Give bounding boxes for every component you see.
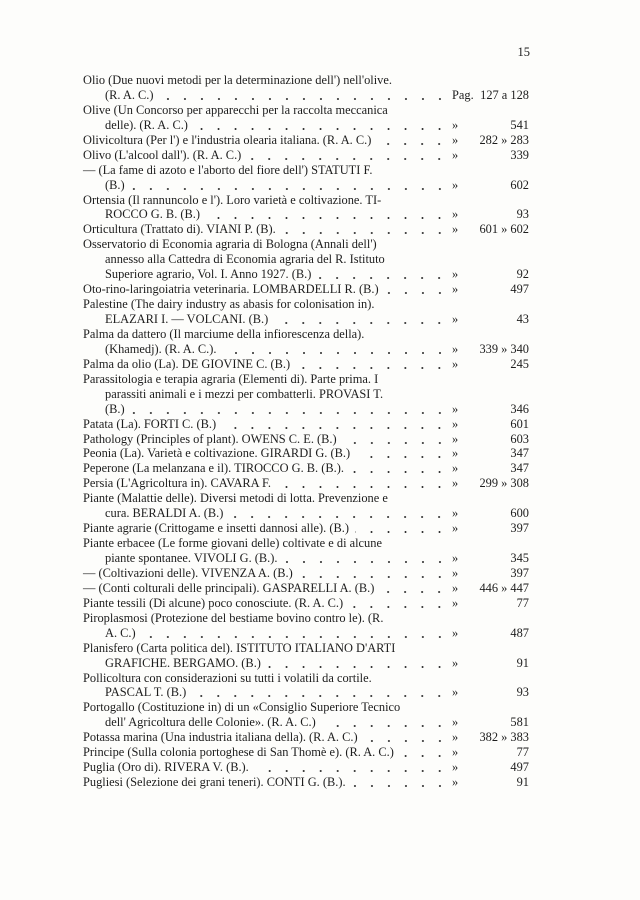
page-reference: 91: [516, 775, 529, 790]
entry-text: ROCCO G. B. (B.): [105, 207, 201, 222]
page-marker: »: [452, 341, 459, 356]
entry-text: ELAZARI I. — VOLCANI. (B.): [105, 312, 269, 326]
leader-dots: [222, 417, 448, 432]
entry-text: Piante agrarie (Crittogame e insetti dannosi alle). (B.): [83, 521, 349, 536]
entry-text: Oto-rino-laringoiatria veterinaria. LOMBARDELLI R. (B.): [83, 282, 379, 297]
entry-line: [83, 193, 529, 208]
entry-text: Olivo (L'alcool dall'). (R. A. C.): [83, 147, 242, 162]
entry-line: [83, 88, 529, 103]
entry-text: delle). (R. A. C.): [105, 117, 188, 132]
index-entry: [83, 521, 529, 536]
page-reference: 497: [510, 282, 529, 297]
index-entry: [83, 282, 529, 297]
page-reference: 91: [516, 655, 529, 670]
entry-line: [83, 641, 529, 656]
entry-line: [83, 760, 529, 775]
page-reference: 77: [516, 745, 529, 760]
leader-dots: [380, 581, 448, 596]
entry-line: [83, 446, 529, 461]
entry-text: dell' Agricoltura delle Colonie». (R. A. C.): [105, 715, 316, 730]
entry-line: [83, 506, 529, 521]
page-marker: »: [452, 521, 459, 536]
page-reference: 397: [510, 565, 529, 580]
entry-line: [83, 387, 529, 402]
entry-line: [83, 715, 529, 730]
entry-text: Parassitologia e terapia agraria (Elementi di). Parte prima. I: [83, 371, 379, 386]
entry-line: [83, 581, 529, 596]
index-entry: [83, 148, 529, 163]
page-marker: »: [452, 446, 459, 461]
entry-text: Superiore agrario, Vol. I. Anno 1927. (B.): [105, 267, 312, 282]
leader-dots: [377, 133, 448, 148]
entry-line: [83, 148, 529, 163]
entry-line: [83, 775, 529, 790]
page-marker: »: [452, 715, 459, 730]
entry-line: [83, 417, 529, 432]
leader-dots: [317, 267, 448, 282]
leader-dots: [229, 506, 448, 521]
entry-text: Puglia (Oro di). RIVERA V. (B.).: [83, 760, 249, 775]
page-reference: 77: [516, 595, 529, 610]
leader-dots: [350, 461, 448, 476]
entry-line: [83, 596, 529, 611]
page-marker: »: [452, 401, 459, 416]
entry-text: Pugliesi (Selezione dei grani teneri). CONTI G. (B.).: [83, 775, 346, 790]
entry-line: [83, 178, 529, 193]
page-marker: »: [452, 177, 459, 192]
entry-text: Olio (Due nuovi metodi per la determinazione dell') nell'olive.: [83, 73, 392, 87]
page-reference: 282 » 283: [479, 132, 529, 147]
entry-text: — (Coltivazioni delle). VIVENZA A. (B.): [83, 565, 293, 580]
page-marker: »: [452, 565, 459, 580]
entry-line: [83, 222, 529, 237]
index-entry: [83, 536, 529, 566]
leader-dots: [299, 566, 448, 581]
entry-text: Osservatorio di Economia agraria di Bologna (Annali dell'): [83, 237, 377, 252]
entry-line: [83, 730, 529, 745]
leader-dots: [194, 118, 448, 133]
index-entry: [83, 611, 529, 641]
page-marker: »: [452, 730, 459, 745]
entry-line: [83, 551, 529, 566]
leader-dots: [282, 222, 448, 237]
entry-line: [83, 671, 529, 686]
page-reference: 446 » 447: [479, 580, 529, 595]
index-entry: [83, 446, 529, 461]
leader-dots: [322, 715, 448, 730]
leader-dots: [343, 432, 448, 447]
page-reference: 603: [510, 431, 529, 446]
leader-dots: [364, 730, 448, 745]
page-reference: 600: [510, 506, 529, 521]
index-entry: [83, 297, 529, 327]
page-marker: »: [452, 775, 459, 790]
entry-line: [83, 342, 529, 357]
entry-line: [83, 626, 529, 641]
entry-line: [83, 521, 529, 536]
page-marker: »: [452, 416, 459, 431]
page-marker: »: [452, 117, 459, 132]
entry-text: Piante (Malattie delle). Diversi metodi di lotta. Prevenzione e: [83, 491, 388, 506]
leader-dots: [142, 626, 448, 641]
entry-line: [83, 700, 529, 715]
leader-dots: [385, 282, 448, 297]
page-marker: »: [452, 595, 459, 610]
entry-text: Palma da dattero (Il marciume della infiorescenza della).: [83, 326, 365, 341]
entry-line: [83, 372, 529, 387]
index-entry: [83, 775, 529, 790]
page-reference: 497: [510, 760, 529, 775]
entry-text: Patata (La). FORTI C. (B.): [83, 416, 217, 431]
page-number: 15: [517, 45, 530, 59]
entry-line: [83, 327, 529, 342]
page-marker: Pag.: [452, 87, 474, 102]
leader-dots: [192, 685, 448, 700]
entry-text: piante spontanee. VIVOLI G. (B.).: [105, 551, 278, 565]
entry-line: [83, 297, 529, 312]
page-marker: »: [452, 655, 459, 670]
entry-text: Portogallo (Costituzione in) di un «Consiglio Superiore Tecnico: [83, 700, 401, 715]
index-entry: [83, 730, 529, 745]
page-reference: 382 » 383: [479, 730, 529, 745]
entry-text: Palma da olio (La). DE GIOVINE C. (B.): [83, 356, 291, 371]
index-entry: [83, 237, 529, 282]
leader-dots: [255, 760, 448, 775]
page-marker: »: [452, 580, 459, 595]
index-entry: [83, 671, 529, 701]
entry-text: PASCAL T. (B.): [105, 685, 187, 700]
leader-dots: [247, 148, 448, 163]
index-entry: [83, 222, 529, 237]
page-marker: »: [452, 625, 459, 640]
page-marker: »: [452, 132, 459, 147]
index-entry: [83, 461, 529, 476]
page-reference: 339: [510, 147, 529, 162]
index-entry: [83, 73, 529, 103]
entry-text: Peperone (La melanzana e il). TIROCCO G. B. (B.).: [83, 461, 344, 476]
page-reference: 92: [516, 267, 529, 282]
page-reference: 43: [516, 312, 529, 326]
index-entry: [83, 193, 529, 223]
entry-text: Persia (L'Agricoltura in). CAVARA F.: [83, 476, 272, 491]
index-entry: [83, 760, 529, 775]
entry-text: GRAFICHE. BERGAMO. (B.): [105, 655, 261, 670]
leader-dots: [223, 342, 449, 357]
entry-line: [83, 566, 529, 581]
leader-dots: [355, 521, 448, 536]
leader-dots: [296, 357, 448, 372]
page-marker: »: [452, 356, 459, 371]
page-marker: »: [452, 760, 459, 775]
entry-line: [83, 133, 529, 148]
entry-line: [83, 476, 529, 491]
index-entry: [83, 566, 529, 581]
leader-dots: [400, 745, 448, 760]
page-reference: 601: [510, 416, 529, 431]
entry-text: Palestine (The dairy industry as abasis for colonisation in).: [83, 297, 375, 312]
leader-dots: [349, 596, 448, 611]
entry-text: cura. BERALDI A. (B.): [105, 506, 224, 521]
index-entry: [83, 641, 529, 671]
entry-text: (Khamedj). (R. A. C.).: [105, 341, 217, 356]
entry-line: [83, 237, 529, 252]
leader-dots: [131, 402, 448, 417]
page-marker: »: [452, 267, 459, 282]
page-reference: 581: [510, 715, 529, 730]
page-marker: »: [452, 147, 459, 162]
leader-dots: [131, 178, 448, 193]
page-reference: 93: [516, 207, 529, 222]
entry-line: [83, 611, 529, 626]
entry-text: Pathology (Principles of plant). OWENS C. E. (B.): [83, 431, 337, 446]
page-reference: 93: [516, 685, 529, 700]
index-entry: [83, 476, 529, 491]
entry-text: Peonia (La). Varietà e coltivazione. GIRARDI G. (B.): [83, 446, 351, 461]
entry-text: A. C.): [105, 625, 136, 640]
page-reference: 245: [510, 356, 529, 371]
page-reference: 345: [510, 551, 529, 565]
entry-line: [83, 73, 529, 88]
index-entry: [83, 327, 529, 357]
entry-line: [83, 252, 529, 267]
leader-dots: [160, 88, 448, 103]
index-entry: [83, 357, 529, 372]
page-reference: 397: [510, 521, 529, 536]
page-marker: »: [452, 551, 459, 565]
entry-text: Olive (Un Concorso per apparecchi per la raccolta meccanica: [83, 102, 388, 117]
entry-line: [83, 491, 529, 506]
page-reference: 347: [510, 446, 529, 461]
entry-text: — (Conti colturali delle principali). GASPARELLI A. (B.): [83, 580, 375, 595]
page-marker: »: [452, 685, 459, 700]
entry-line: [83, 103, 529, 118]
entry-text: annesso alla Cattedra di Economia agraria del R. Istituto: [105, 252, 385, 267]
index-entry: [83, 103, 529, 133]
entry-line: [83, 402, 529, 417]
index-list: [83, 73, 529, 790]
entry-line: [83, 536, 529, 551]
page-reference: 339 » 340: [479, 341, 529, 356]
page-marker: »: [452, 222, 459, 237]
entry-text: Potassa marina (Una industria italiana della). (R. A. C.): [83, 730, 358, 745]
page-marker: »: [452, 207, 459, 222]
entry-line: [83, 118, 529, 133]
entry-text: Piante tessili (Di alcune) poco conosciute. (R. A. C.): [83, 595, 344, 610]
index-entry: [83, 491, 529, 521]
leader-dots: [356, 446, 448, 461]
page-marker: »: [452, 282, 459, 297]
page-reference: 299 » 308: [479, 476, 529, 491]
page-marker: »: [452, 506, 459, 521]
entry-text: (B.): [105, 177, 125, 192]
page-reference: 347: [510, 461, 529, 476]
page-reference: 487: [510, 625, 529, 640]
entry-line: [83, 656, 529, 671]
leader-dots: [206, 207, 448, 222]
leader-dots: [277, 476, 448, 491]
index-entry: [83, 596, 529, 611]
entry-line: [83, 745, 529, 760]
entry-line: [83, 207, 529, 222]
page-reference: 602: [510, 177, 529, 192]
entry-line: [83, 163, 529, 178]
entry-text: Piante erbacee (Le forme giovani delle) coltivate e di alcune: [83, 536, 382, 551]
entry-text: parassiti animali e i mezzi per combatterli. PROVASI T.: [105, 386, 384, 401]
entry-text: (B.): [105, 401, 125, 416]
page-reference: 346: [510, 401, 529, 416]
entry-text: Orticultura (Trattato di). VIANI P. (B).: [83, 222, 276, 237]
entry-line: [83, 685, 529, 700]
leader-dots: [274, 312, 448, 327]
page-reference: 127 a 128: [480, 87, 529, 102]
entry-text: Piroplasmosi (Protezione del bestiame bovino contro le). (R.: [83, 610, 384, 625]
entry-text: Principe (Sulla colonia portoghese di San Thomè e). (R. A. C.): [83, 745, 394, 760]
page-marker: »: [452, 431, 459, 446]
entry-line: [83, 432, 529, 447]
index-entry: [83, 581, 529, 596]
page-reference: 541: [510, 117, 529, 132]
entry-line: [83, 357, 529, 372]
entry-text: Planisfero (Carta politica del). ISTITUTO ITALIANO D'ARTI: [83, 640, 396, 655]
leader-dots: [267, 656, 448, 671]
index-entry: [83, 417, 529, 432]
page-marker: »: [452, 312, 459, 326]
index-entry: [83, 700, 529, 730]
entry-line: [83, 312, 529, 327]
page-reference: 601 » 602: [479, 222, 529, 237]
leader-dots: [352, 775, 448, 790]
index-entry: [83, 432, 529, 447]
entry-text: Olivicoltura (Per l') e l'industria olearia italiana. (R. A. C.): [83, 132, 372, 147]
index-entry: [83, 372, 529, 417]
entry-line: [83, 461, 529, 476]
entry-line: [83, 282, 529, 297]
page-marker: »: [452, 476, 459, 491]
entry-text: (R. A. C.): [105, 87, 154, 102]
page-marker: »: [452, 745, 459, 760]
entry-text: Ortensia (Il rannuncolo e l'). Loro varietà e coltivazione. TI-: [83, 192, 382, 207]
entry-text: — (La fame di azoto e l'aborto del fiore dell') STATUTI F.: [83, 162, 373, 177]
page-marker: »: [452, 461, 459, 476]
index-entry: [83, 133, 529, 148]
leader-dots: [284, 551, 448, 566]
index-entry: [83, 163, 529, 193]
entry-line: [83, 267, 529, 282]
entry-text: Pollicoltura con considerazioni su tutti i volatili da cortile.: [83, 670, 372, 685]
index-entry: [83, 745, 529, 760]
